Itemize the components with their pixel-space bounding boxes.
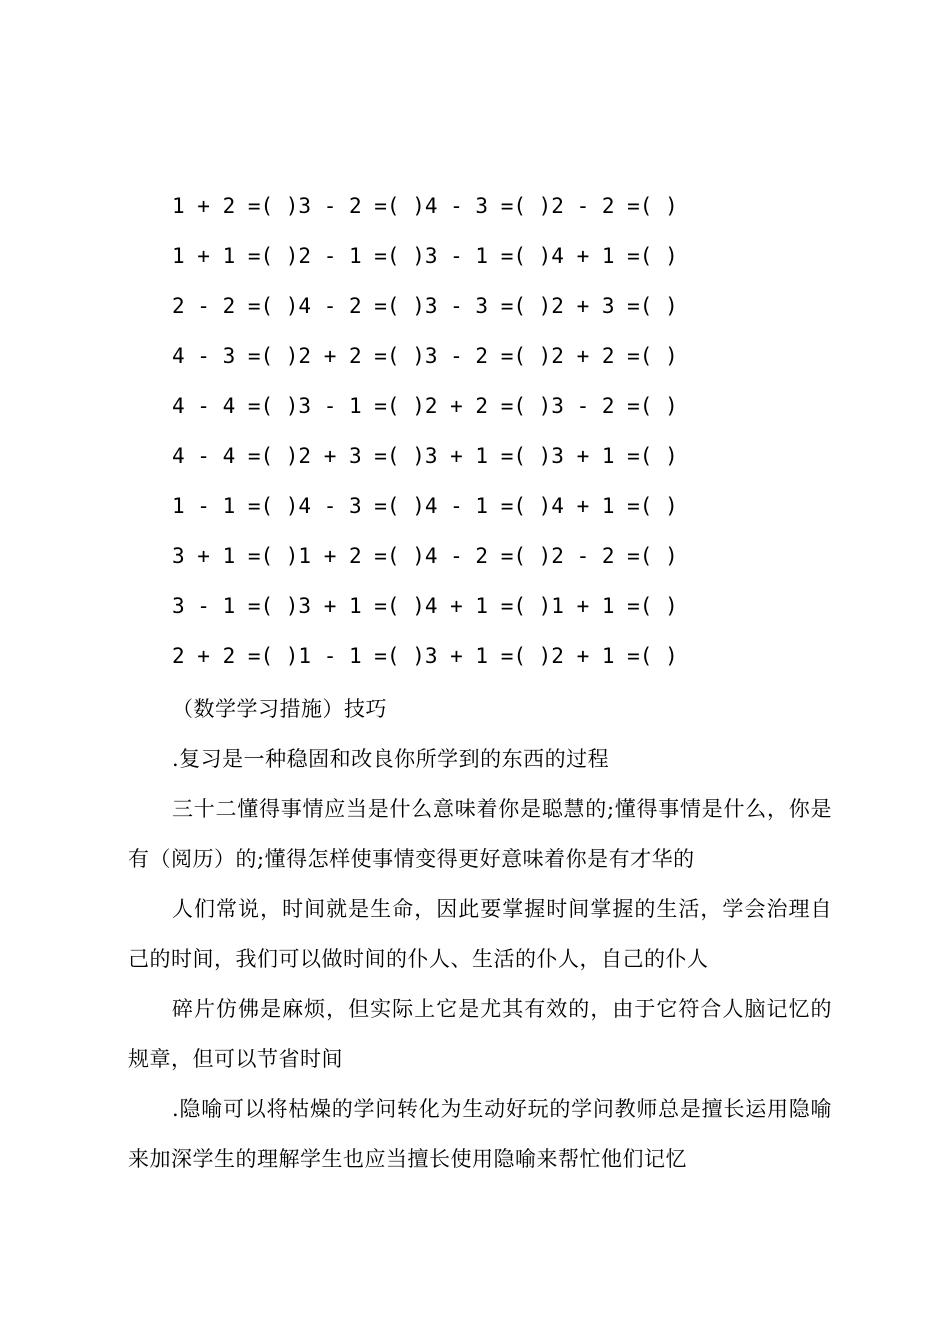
exercise-row: 2 - 2 =( )4 - 2 =( )3 - 3 =( )2 + 3 =( ): [172, 294, 678, 318]
paragraph: .隐喻可以将枯燥的学问转化为生动好玩的学问教师总是擅长运用隐喻来加深学生的理解学生也应当擅长使用隐喻来帮忙他们记忆: [128, 1097, 832, 1171]
paragraph: 碎片仿佛是麻烦，但实际上它是尤其有效的，由于它符合人脑记忆的规章，但可以节省时间: [128, 997, 832, 1071]
exercise-row: 1 + 2 =( )3 - 2 =( )4 - 3 =( )2 - 2 =( ): [172, 194, 678, 218]
exercise-row: 4 - 3 =( )2 + 2 =( )3 - 2 =( )2 + 2 =( ): [172, 344, 678, 368]
exercise-row: 2 + 2 =( )1 - 1 =( )3 + 1 =( )2 + 1 =( ): [172, 644, 678, 668]
exercise-row: 3 - 1 =( )3 + 1 =( )4 + 1 =( )1 + 1 =( ): [172, 594, 678, 618]
section-heading: （数学学习措施）技巧: [172, 697, 387, 721]
exercise-row: 4 - 4 =( )3 - 1 =( )2 + 2 =( )3 - 2 =( ): [172, 394, 678, 418]
exercise-row: 1 - 1 =( )4 - 3 =( )4 - 1 =( )4 + 1 =( ): [172, 494, 678, 518]
arithmetic-exercise-list: [172, 190, 872, 690]
paragraph: 三十二懂得事情应当是什么意味着你是聪慧的;懂得事情是什么，你是有（阅历）的;懂得怎样使事情变得更好意味着你是有才华的: [128, 797, 832, 871]
paragraph: 人们常说，时间就是生命，因此要掌握时间掌握的生活，学会治理自己的时间，我们可以做时间的仆人、生活的仆人，自己的仆人: [128, 897, 832, 971]
exercise-row: 1 + 1 =( )2 - 1 =( )3 - 1 =( )4 + 1 =( ): [172, 244, 678, 268]
paragraph: .复习是一种稳固和改良你所学到的东西的过程: [172, 747, 610, 771]
exercise-row: 3 + 1 =( )1 + 2 =( )4 - 2 =( )2 - 2 =( ): [172, 544, 678, 568]
study-methods-text: [128, 684, 832, 1184]
exercise-row: 4 - 4 =( )2 + 3 =( )3 + 1 =( )3 + 1 =( ): [172, 444, 678, 468]
